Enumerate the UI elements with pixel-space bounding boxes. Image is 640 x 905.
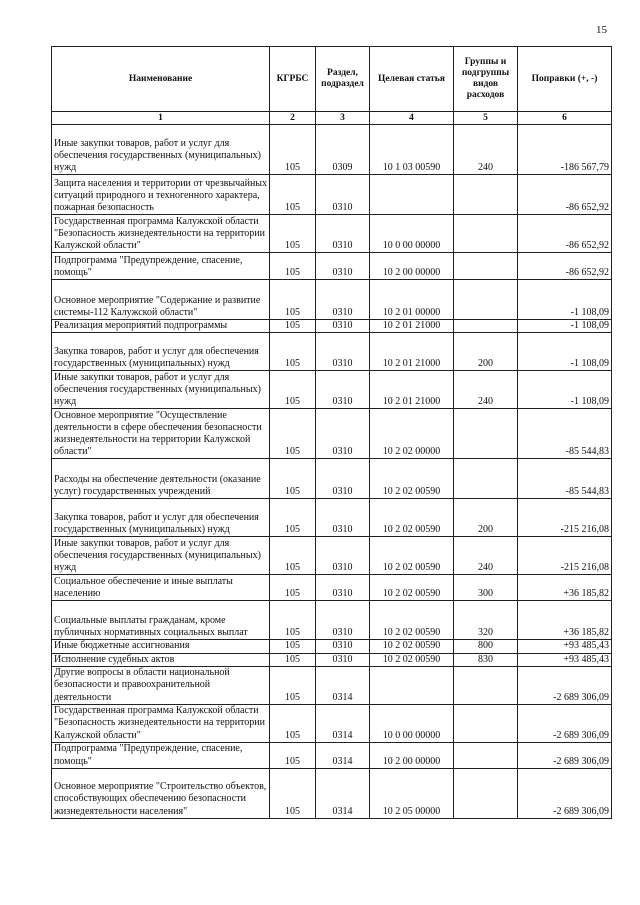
cell-group: [454, 409, 518, 459]
cell-kgrbs: 105: [270, 653, 316, 666]
cell-kgrbs: 105: [270, 125, 316, 175]
cell-name: Иные закупки товаров, работ и услуг для обеспечения государственных (муниципальных) нужд: [52, 537, 270, 575]
table-row: [52, 653, 612, 666]
cell-amount: -86 652,92: [518, 215, 612, 253]
cell-section: 0314: [316, 742, 370, 768]
cell-name: Другие вопросы в области национальной безопасности и правоохранительной деятельности: [52, 666, 270, 704]
budget-amendments-table: [51, 46, 612, 819]
cell-kgrbs: 105: [270, 333, 316, 371]
cell-group: 800: [454, 640, 518, 653]
cell-target: [370, 666, 454, 704]
cell-name: Иные закупки товаров, работ и услуг для обеспечения государственных (муниципальных) нужд: [52, 125, 270, 175]
cell-kgrbs: 105: [270, 704, 316, 742]
cell-section: 0310: [316, 640, 370, 653]
cell-name: Закупка товаров, работ и услуг для обеспечения государственных (муниципальных) нужд: [52, 499, 270, 537]
cell-section: 0310: [316, 575, 370, 601]
table-body: [52, 125, 612, 819]
cell-name: Иные бюджетные ассигнования: [52, 640, 270, 653]
cell-amount: -2 689 306,09: [518, 742, 612, 768]
cell-amount: +93 485,43: [518, 653, 612, 666]
table-row: [52, 640, 612, 653]
cell-group: [454, 280, 518, 320]
cell-name: Закупка товаров, работ и услуг для обеспечения государственных (муниципальных) нужд: [52, 333, 270, 371]
cell-amount: -1 108,09: [518, 333, 612, 371]
header-groups: Группы и подгруппы видов расходов: [454, 47, 518, 112]
cell-amount: -1 108,09: [518, 320, 612, 333]
table-row: [52, 601, 612, 640]
header-amendments: Поправки (+, -): [518, 47, 612, 112]
cell-kgrbs: 105: [270, 601, 316, 640]
cell-target: 10 2 00 00000: [370, 253, 454, 280]
table-row: [52, 175, 612, 215]
table-row: [52, 333, 612, 371]
cell-name: Социальное обеспечение и иные выплаты населению: [52, 575, 270, 601]
cell-kgrbs: 105: [270, 640, 316, 653]
cell-kgrbs: 105: [270, 537, 316, 575]
cell-amount: -215 216,08: [518, 499, 612, 537]
cell-target: 10 2 00 00000: [370, 742, 454, 768]
column-number: 6: [518, 112, 612, 125]
table-row: [52, 742, 612, 768]
header-target: Целевая статья: [370, 47, 454, 112]
table-row: [52, 320, 612, 333]
cell-amount: -86 652,92: [518, 253, 612, 280]
cell-kgrbs: 105: [270, 499, 316, 537]
table-row: [52, 666, 612, 704]
cell-section: 0310: [316, 653, 370, 666]
cell-amount: +36 185,82: [518, 601, 612, 640]
cell-name: Социальные выплаты гражданам, кроме публичных нормативных социальных выплат: [52, 601, 270, 640]
page-number: 15: [596, 24, 607, 36]
cell-section: 0310: [316, 499, 370, 537]
cell-amount: -215 216,08: [518, 537, 612, 575]
table-row: [52, 371, 612, 409]
cell-group: [454, 320, 518, 333]
cell-name: Расходы на обеспечение деятельности (оказание услуг) государственных учреждений: [52, 459, 270, 499]
cell-target: 10 0 00 00000: [370, 704, 454, 742]
cell-group: [454, 742, 518, 768]
column-number-row: [52, 112, 612, 125]
cell-kgrbs: 105: [270, 742, 316, 768]
cell-amount: +36 185,82: [518, 575, 612, 601]
cell-amount: -85 544,83: [518, 459, 612, 499]
cell-amount: -186 567,79: [518, 125, 612, 175]
header-kgrbs: КГРБС: [270, 47, 316, 112]
cell-target: [370, 175, 454, 215]
cell-group: 240: [454, 125, 518, 175]
cell-kgrbs: 105: [270, 280, 316, 320]
cell-amount: +93 485,43: [518, 640, 612, 653]
cell-amount: -2 689 306,09: [518, 768, 612, 818]
cell-amount: -1 108,09: [518, 371, 612, 409]
cell-target: 10 2 01 21000: [370, 371, 454, 409]
cell-group: 320: [454, 601, 518, 640]
cell-section: 0314: [316, 704, 370, 742]
cell-group: 200: [454, 499, 518, 537]
column-number: 3: [316, 112, 370, 125]
cell-section: 0310: [316, 280, 370, 320]
cell-name: Основное мероприятие "Содержание и развитие системы-112 Калужской области": [52, 280, 270, 320]
cell-section: 0310: [316, 215, 370, 253]
table-row: [52, 280, 612, 320]
cell-section: 0310: [316, 537, 370, 575]
cell-target: 10 1 03 00590: [370, 125, 454, 175]
cell-target: 10 2 01 00000: [370, 280, 454, 320]
cell-section: 0310: [316, 333, 370, 371]
cell-amount: -2 689 306,09: [518, 704, 612, 742]
cell-group: [454, 704, 518, 742]
cell-name: Основное мероприятие "Строительство объектов, способствующих обеспечению безопасности жизнедеятельности населения": [52, 768, 270, 818]
cell-name: Подпрограмма "Предупреждение, спасение, помощь": [52, 253, 270, 280]
cell-name: Реализация мероприятий подпрограммы: [52, 320, 270, 333]
column-number: 5: [454, 112, 518, 125]
table-row: [52, 704, 612, 742]
cell-name: Исполнение судебных актов: [52, 653, 270, 666]
column-number: 2: [270, 112, 316, 125]
cell-group: [454, 666, 518, 704]
header-section: Раздел, подраздел: [316, 47, 370, 112]
cell-target: 10 0 00 00000: [370, 215, 454, 253]
cell-group: 200: [454, 333, 518, 371]
cell-target: 10 2 02 00590: [370, 601, 454, 640]
cell-group: 240: [454, 537, 518, 575]
cell-target: 10 2 02 00000: [370, 409, 454, 459]
cell-target: 10 2 01 21000: [370, 320, 454, 333]
cell-target: 10 2 02 00590: [370, 575, 454, 601]
cell-group: [454, 175, 518, 215]
cell-group: 300: [454, 575, 518, 601]
cell-section: 0310: [316, 253, 370, 280]
cell-amount: -2 689 306,09: [518, 666, 612, 704]
cell-name: Иные закупки товаров, работ и услуг для обеспечения государственных (муниципальных) нужд: [52, 371, 270, 409]
cell-section: 0310: [316, 371, 370, 409]
cell-target: 10 2 02 00590: [370, 537, 454, 575]
cell-kgrbs: 105: [270, 575, 316, 601]
cell-kgrbs: 105: [270, 768, 316, 818]
cell-target: 10 2 05 00000: [370, 768, 454, 818]
cell-section: 0314: [316, 666, 370, 704]
cell-amount: -85 544,83: [518, 409, 612, 459]
table-row: [52, 215, 612, 253]
cell-kgrbs: 105: [270, 175, 316, 215]
cell-kgrbs: 105: [270, 409, 316, 459]
table-row: [52, 499, 612, 537]
cell-name: Государственная программа Калужской области "Безопасность жизнедеятельности на территории Калужской области": [52, 215, 270, 253]
cell-kgrbs: 105: [270, 253, 316, 280]
table-row: [52, 768, 612, 818]
table-header-row: [52, 47, 612, 112]
cell-target: 10 2 01 21000: [370, 333, 454, 371]
table-row: [52, 253, 612, 280]
cell-section: 0310: [316, 409, 370, 459]
table-row: [52, 409, 612, 459]
cell-kgrbs: 105: [270, 215, 316, 253]
cell-group: 830: [454, 653, 518, 666]
cell-target: 10 2 02 00590: [370, 459, 454, 499]
cell-target: 10 2 02 00590: [370, 499, 454, 537]
cell-section: 0310: [316, 459, 370, 499]
cell-name: Основное мероприятие "Осуществление деятельности в сфере обеспечения безопасности жизнедеятельности на территории Калужской области": [52, 409, 270, 459]
cell-target: 10 2 02 00590: [370, 640, 454, 653]
cell-name: Подпрограмма "Предупреждение, спасение, помощь": [52, 742, 270, 768]
table-row: [52, 575, 612, 601]
cell-kgrbs: 105: [270, 666, 316, 704]
cell-group: [454, 459, 518, 499]
cell-kgrbs: 105: [270, 371, 316, 409]
column-number: 1: [52, 112, 270, 125]
cell-section: 0310: [316, 175, 370, 215]
cell-amount: -86 652,92: [518, 175, 612, 215]
table-row: [52, 125, 612, 175]
table-row: [52, 459, 612, 499]
cell-group: [454, 215, 518, 253]
cell-group: [454, 768, 518, 818]
cell-section: 0309: [316, 125, 370, 175]
cell-section: 0310: [316, 320, 370, 333]
cell-name: Защита населения и территории от чрезвычайных ситуаций природного и техногенного характера, пожарная безопасность: [52, 175, 270, 215]
cell-group: [454, 253, 518, 280]
header-name: Наименование: [52, 47, 270, 112]
table-row: [52, 537, 612, 575]
column-number: 4: [370, 112, 454, 125]
cell-group: 240: [454, 371, 518, 409]
cell-name: Государственная программа Калужской области "Безопасность жизнедеятельности на территории Калужской области": [52, 704, 270, 742]
cell-amount: -1 108,09: [518, 280, 612, 320]
cell-section: 0314: [316, 768, 370, 818]
cell-target: 10 2 02 00590: [370, 653, 454, 666]
cell-section: 0310: [316, 601, 370, 640]
cell-kgrbs: 105: [270, 459, 316, 499]
cell-kgrbs: 105: [270, 320, 316, 333]
